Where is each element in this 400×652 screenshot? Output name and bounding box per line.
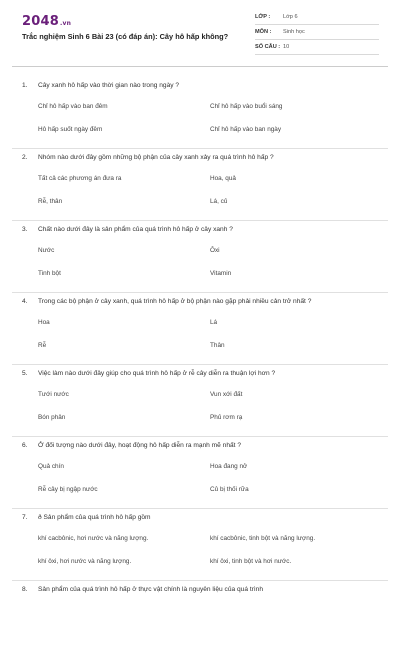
question-text: Ở đối tượng nào dưới đây, hoạt động hô hấp diễn ra mạnh mẽ nhất ? [38, 442, 242, 449]
question-number: 8. [22, 586, 28, 593]
question-item [0, 364, 400, 436]
answer-option[interactable]: Rễ, thân [38, 198, 63, 205]
question-text: Việc làm nào dưới đây giúp cho quá trình hô hấp ở rễ cây diễn ra thuận lợi hơn ? [38, 370, 276, 377]
question-number: 4. [22, 298, 28, 305]
answer-option[interactable]: Tưới nước [38, 391, 69, 398]
question-text: Nhóm nào dưới đây gồm những bộ phận của cây xanh xảy ra quá trình hô hấp ? [38, 154, 274, 161]
logo-sub: .vn [59, 20, 72, 27]
question-item [0, 508, 400, 580]
answer-option[interactable]: Bón phân [38, 414, 66, 421]
answer-option[interactable]: Ôxi [210, 247, 220, 254]
answer-option[interactable]: Chỉ hô hấp vào ban đêm [38, 103, 108, 110]
page-header [0, 0, 400, 64]
answer-option[interactable]: Hoa [38, 319, 50, 326]
answer-option[interactable]: Lá, củ [210, 198, 228, 205]
meta-value: Sinh học [283, 29, 305, 35]
answer-option[interactable]: Hoa, quả [210, 175, 236, 182]
answer-option[interactable]: Hoa đang nở [210, 463, 248, 470]
answer-option[interactable]: khí ôxi, tinh bột và hơi nước. [210, 558, 292, 565]
page-title: Trắc nghiệm Sinh 6 Bài 23 (có đáp án): Cây hô hấp không? [22, 32, 229, 41]
question-number: 2. [22, 154, 28, 161]
question-divider [12, 220, 388, 221]
question-text: ð Sản phẩm của quá trình hô hấp gồm [38, 514, 151, 521]
question-list [0, 76, 400, 652]
question-text: Cây xanh hô hấp vào thời gian nào trong ngày ? [38, 82, 180, 89]
answer-option[interactable]: Phủ rơm rạ [210, 414, 243, 421]
answer-option[interactable]: khí cacbônic, hơi nước và năng lượng. [38, 535, 149, 542]
meta-key: MÔN : [255, 29, 272, 35]
question-text: Trong các bộ phận ở cây xanh, quá trình hô hấp ở bộ phận nào gặp phải nhiều cản trở nhất ? [38, 298, 312, 305]
question-number: 7. [22, 514, 28, 521]
answer-option[interactable]: Chỉ hô hấp vào ban ngày [210, 126, 282, 133]
logo-main: 2048 [22, 14, 59, 29]
question-divider [12, 292, 388, 293]
answer-option[interactable]: Rễ [38, 342, 47, 349]
site-logo[interactable] [22, 14, 71, 29]
meta-row-subject [255, 25, 379, 40]
answer-option[interactable]: khí cacbônic, tinh bột và năng lượng. [210, 535, 316, 542]
answer-option[interactable]: Tất cả các phương án đưa ra [38, 175, 122, 182]
question-item [0, 292, 400, 364]
quiz-meta [255, 10, 379, 55]
answer-option[interactable]: Quả chín [38, 463, 64, 470]
question-text: Sản phẩm của quá trình hô hấp ở thực vật chính là nguyên liệu của quá trình [38, 586, 264, 593]
question-item [0, 148, 400, 220]
answer-option[interactable]: Củ bị thối rữa [210, 486, 249, 493]
answer-option[interactable]: Lá [210, 319, 218, 326]
meta-value: Lớp 6 [283, 14, 298, 20]
question-divider [12, 364, 388, 365]
question-number: 3. [22, 226, 28, 233]
answer-option[interactable]: Nước [38, 247, 55, 254]
meta-key: LỚP : [255, 14, 271, 20]
question-divider [12, 508, 388, 509]
meta-key: SỐ CÂU : [255, 44, 281, 50]
header-divider [12, 66, 388, 67]
answer-option[interactable]: Tinh bột [38, 270, 61, 277]
question-divider [12, 436, 388, 437]
answer-option[interactable]: Chỉ hô hấp vào buổi sáng [210, 103, 283, 110]
question-item [0, 76, 400, 148]
question-number: 1. [22, 82, 28, 89]
meta-value: 10 [283, 44, 290, 50]
answer-option[interactable]: Vun xới đất [210, 391, 243, 398]
answer-option[interactable]: khí ôxi, hơi nước và năng lượng. [38, 558, 132, 565]
question-number: 6. [22, 442, 28, 449]
question-text: Chất nào dưới đây là sản phẩm của quá trình hô hấp ở cây xanh ? [38, 226, 233, 233]
answer-option[interactable]: Thân [210, 342, 225, 349]
meta-row-count [255, 40, 379, 55]
question-item [0, 220, 400, 292]
answer-option[interactable]: Vitamin [210, 270, 232, 277]
answer-option[interactable]: Hô hấp suốt ngày đêm [38, 126, 103, 133]
question-item [0, 580, 400, 652]
answer-option[interactable]: Rễ cây bị ngập nước [38, 486, 98, 493]
question-divider [12, 148, 388, 149]
question-divider [12, 580, 388, 581]
meta-row-class [255, 10, 379, 25]
question-item [0, 436, 400, 508]
question-number: 5. [22, 370, 28, 377]
